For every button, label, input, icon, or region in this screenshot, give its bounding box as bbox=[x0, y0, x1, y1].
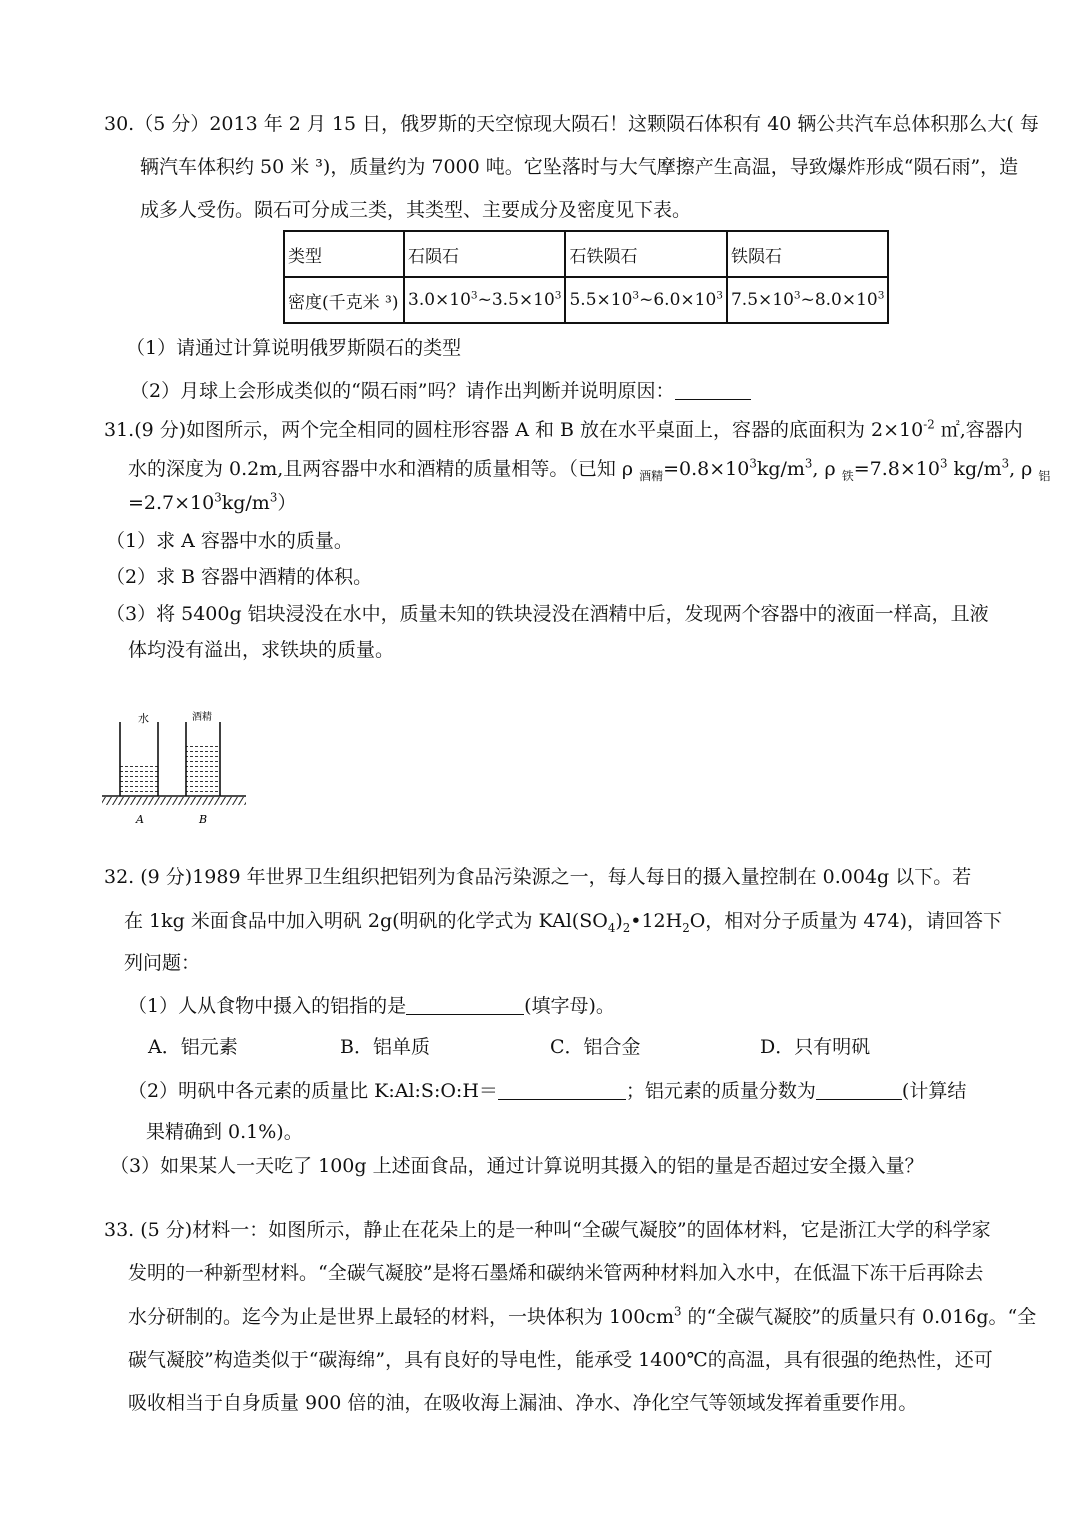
q31-sub-2: （2）求 B 容器中酒精的体积。 bbox=[106, 566, 373, 588]
density-label: 密度(千克米 ³) bbox=[288, 292, 399, 313]
table-cell: 石铁陨石 bbox=[565, 231, 726, 277]
q30-line-2: 辆汽车体积约 50 米 ³)，质量约为 7000 吨。它坠落时与大气摩擦产生高温，导致爆炸形成“陨石雨”，造 bbox=[140, 156, 1019, 178]
q32-sub-2: （2）明矾中各元素的质量比 K:Al:S:O:H＝ ；铝元素的质量分数为 (计算结 bbox=[128, 1080, 967, 1102]
water-liquid bbox=[120, 764, 158, 796]
meteorite-table bbox=[283, 230, 889, 324]
answer-blank[interactable] bbox=[498, 1081, 626, 1100]
q33-line-5: 吸收相当于自身质量 900 倍的油，在吸收海上漏油、净水、净化空气等领域发挥着重要作用。 bbox=[128, 1392, 918, 1414]
q33-line-3: 水分研制的。迄今为止是世界上最轻的材料，一块体积为 $100cm^3$ 的“全碳气凝胶”的质量只有 0.016g。“全 bbox=[128, 1304, 1037, 1328]
answer-blank[interactable] bbox=[675, 381, 751, 400]
table-cell: 铁陨石 bbox=[727, 231, 888, 277]
table-row bbox=[284, 277, 888, 323]
q30-line-3: 成多人受伤。陨石可分成三类，其类型、主要成分及密度见下表。 bbox=[140, 199, 692, 221]
q32-option-d: D．只有明矾 bbox=[760, 1036, 871, 1058]
alcohol-label: 酒精 bbox=[192, 712, 212, 723]
q33-line-1: 33. (5 分)材料一：如图所示，静止在花朵上的是一种叫“全碳气凝胶”的固体材料，它是浙江大学的科学家 bbox=[104, 1219, 991, 1241]
answer-blank[interactable] bbox=[816, 1081, 902, 1100]
q32-line-1: 32. (9 分)1989 年世界卫生组织把铝列为食品污染源之一，每人每日的摄入量控制在 0.004g 以下。若 bbox=[104, 866, 972, 888]
containers-figure bbox=[100, 706, 248, 828]
table-cell: 类型 bbox=[284, 231, 404, 277]
alcohol-liquid bbox=[186, 744, 220, 796]
q31-sub-3b: 体均没有溢出，求铁块的质量。 bbox=[128, 639, 395, 661]
table-cell: $5.5\times 10^3\sim 6.0\times 10^3$ bbox=[565, 277, 726, 323]
table-cell: $3.0\times 10^3\sim 3.5\times 10^3$ bbox=[404, 277, 565, 323]
table-hatching bbox=[102, 797, 246, 805]
table-row bbox=[284, 231, 888, 277]
q33-line-4: 碳气凝胶”构造类似于“碳海绵”，具有良好的导电性，能承受 1400℃的高温，具有很强的绝热性，还可 bbox=[128, 1349, 993, 1371]
q30-sub-2: （2）月球上会形成类似的“陨石雨”吗？请作出判断并说明原因： bbox=[130, 381, 751, 401]
q30-sub-1: （1）请通过计算说明俄罗斯陨石的类型 bbox=[126, 337, 462, 359]
q32-sub-1: （1）人从食物中摄入的铝指的是 (填字母)。 bbox=[128, 995, 615, 1017]
q31-line-1: 31.(9 分)如图所示，两个完全相同的圆柱形容器 A 和 B 放在水平桌面上，容器的底面积为 $2\times 10^{-2}$ ㎡,容器内 bbox=[104, 417, 1023, 441]
table-cell: 石陨石 bbox=[404, 231, 565, 277]
answer-blank[interactable] bbox=[406, 996, 524, 1015]
q32-sub-3: （3）如果某人一天吃了 100g 上述面食品，通过计算说明其摄入的铝的量是否超过安全摄入量？ bbox=[110, 1155, 924, 1177]
label-b: B bbox=[199, 813, 208, 826]
q32-option-a: A．铝元素 bbox=[148, 1036, 238, 1058]
label-a: A bbox=[136, 813, 144, 826]
water-label: 水 bbox=[138, 712, 149, 725]
q32-option-c: C．铝合金 bbox=[550, 1036, 641, 1058]
q31-sub-3a: （3）将 5400g 铝块浸没在水中，质量未知的铁块浸没在酒精中后，发现两个容器中的液面一样高，且液 bbox=[106, 603, 989, 625]
q32-sub-2b: 果精确到 0.1%)。 bbox=[146, 1121, 303, 1143]
q32-line-3: 列问题： bbox=[124, 952, 201, 974]
q32-line-2: 在 1kg 米面食品中加入明矾 2g(明矾的化学式为 $KAl(SO_4)_2•12H_2O$，相对分子质量为 474)，请回答下 bbox=[124, 910, 1002, 935]
q33-line-2: 发明的一种新型材料。“全碳气凝胶”是将石墨烯和碳纳米管两种材料加入水中，在低温下冻干后再除去 bbox=[128, 1262, 984, 1284]
q31-sub-1: （1）求 A 容器中水的质量。 bbox=[106, 530, 353, 552]
table-cell bbox=[284, 277, 404, 323]
q32-option-b: B．铝单质 bbox=[340, 1036, 430, 1058]
q31-line-3: $=2.7\times 10^3kg/m^3$） bbox=[128, 490, 297, 514]
q30-line-1: 30.（5 分）2013 年 2 月 15 日，俄罗斯的天空惊现大陨石！这颗陨石体积有 40 辆公共汽车总体积那么大( 每 bbox=[104, 113, 1039, 135]
q31-line-2: 水的深度为 0.2m,且两容器中水和酒精的质量相等。（已知 ρ $_{酒精}=0.8\times 10^3kg/m^3$, ρ $_铁=7.8\times 10^3$ $kg/m^3$, ρ $_铝$ bbox=[128, 456, 1051, 483]
table-cell: $7.5\times 10^3\sim 8.0\times 10^3$ bbox=[727, 277, 888, 323]
